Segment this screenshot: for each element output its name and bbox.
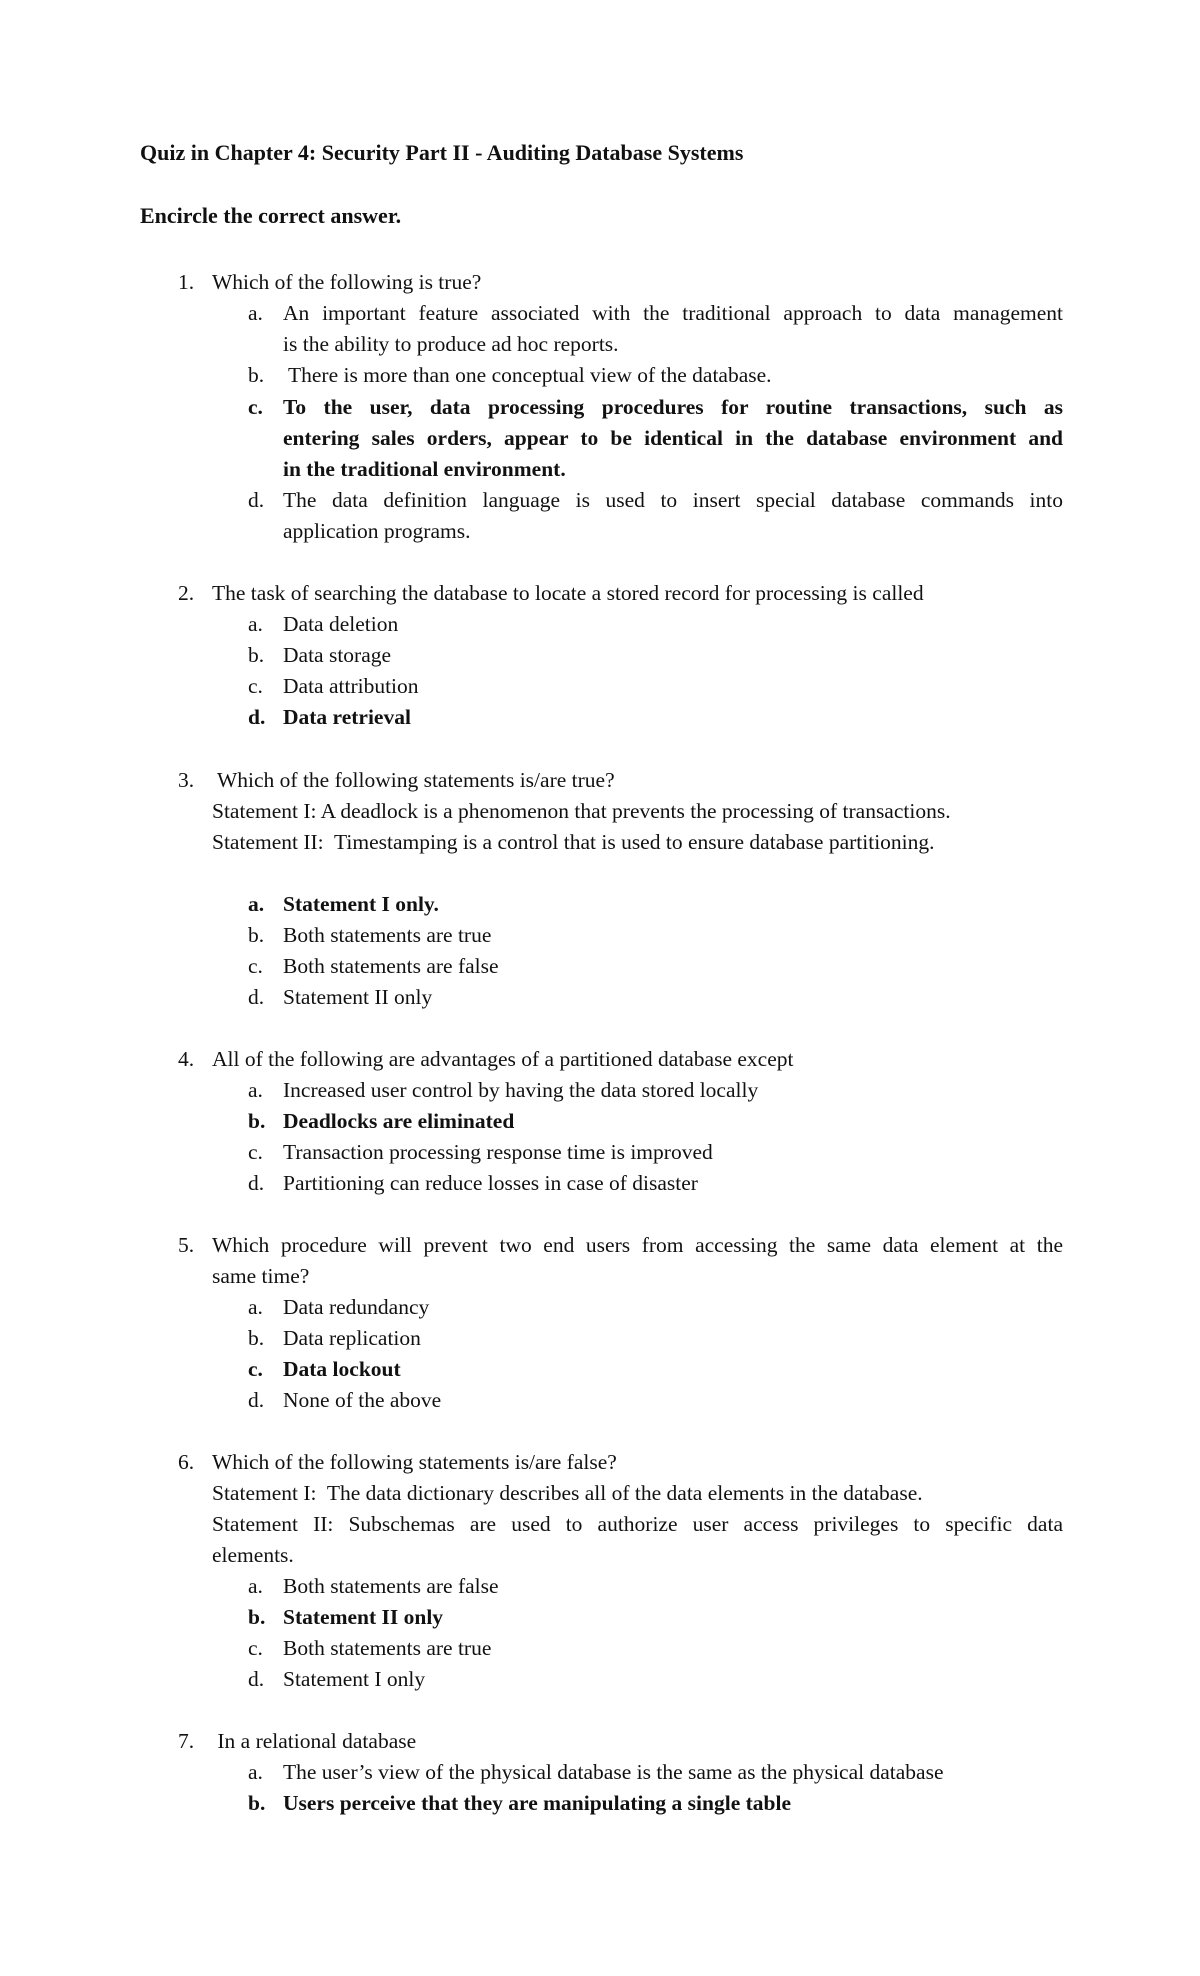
option-letter: c.	[248, 1636, 263, 1660]
question-number: 6.	[178, 1450, 195, 1474]
quiz-instruction: Encircle the correct answer.	[140, 203, 402, 228]
question-text: Which procedure will prevent two end users from accessing the same data element at the	[212, 1233, 1063, 1257]
option-text: An important feature associated with the traditional approach to data management	[283, 301, 1063, 325]
question-number: 1.	[178, 270, 195, 294]
option-text: Transaction processing response time is improved	[283, 1140, 713, 1164]
option-letter: b.	[248, 363, 265, 387]
option-text: Data storage	[283, 643, 392, 667]
option-letter: b.	[248, 643, 265, 667]
option-letter: b.	[248, 1326, 265, 1350]
question-text: elements.	[212, 1543, 294, 1567]
option-letter: a.	[248, 1078, 263, 1102]
question-number: 2.	[178, 581, 195, 605]
answer-text: Statement II only	[283, 1605, 444, 1629]
option-text: is the ability to produce ad hoc reports.	[283, 332, 619, 356]
answer-letter: b.	[248, 1605, 266, 1629]
question-text: Which of the following is true?	[212, 270, 482, 294]
option-letter: a.	[248, 1574, 263, 1598]
question-number: 7.	[178, 1729, 195, 1753]
answer-text: To the user, data processing procedures for routine transactions, such as	[283, 395, 1063, 419]
question-text: In a relational database	[212, 1729, 417, 1753]
question-text: Statement II: Timestamping is a control that is used to ensure database partitioning.	[212, 830, 935, 854]
question-text: Which of the following statements is/are false?	[212, 1450, 617, 1474]
option-text: Data attribution	[283, 674, 419, 698]
answer-text: Deadlocks are eliminated	[283, 1109, 515, 1133]
option-text: Data deletion	[283, 612, 399, 636]
option-letter: a.	[248, 301, 263, 325]
option-letter: d.	[248, 488, 265, 512]
option-letter: c.	[248, 674, 263, 698]
answer-letter: d.	[248, 705, 266, 729]
answer-text: in the traditional environment.	[283, 457, 566, 481]
answer-letter: c.	[248, 395, 263, 419]
answer-text: Statement I only.	[283, 892, 439, 916]
answer-letter: c.	[248, 1357, 263, 1381]
option-text: The data definition language is used to insert special database commands into	[283, 488, 1063, 512]
question-text: Which of the following statements is/are true?	[212, 768, 615, 792]
question-number: 4.	[178, 1047, 195, 1071]
option-text: application programs.	[283, 519, 471, 543]
question-text: same time?	[212, 1264, 310, 1288]
answer-text: entering sales orders, appear to be identical in the database environment and	[283, 426, 1063, 450]
answer-text: Data lockout	[283, 1357, 401, 1381]
option-text: None of the above	[283, 1388, 442, 1412]
option-text: Both statements are true	[283, 923, 492, 947]
question-text: Statement I: The data dictionary describes all of the data elements in the database.	[212, 1481, 923, 1505]
question-text: Statement I: A deadlock is a phenomenon that prevents the processing of transactions.	[212, 799, 951, 823]
question-number: 3.	[178, 768, 195, 792]
option-text: Statement II only	[283, 985, 433, 1009]
option-text: Both statements are true	[283, 1636, 492, 1660]
option-text: Statement I only	[283, 1667, 426, 1691]
quiz-title: Quiz in Chapter 4: Security Part II - Auditing Database Systems	[140, 140, 744, 165]
option-letter: d.	[248, 1171, 265, 1195]
option-text: Data redundancy	[283, 1295, 430, 1319]
option-letter: a.	[248, 612, 263, 636]
answer-letter: b.	[248, 1109, 266, 1133]
option-letter: d.	[248, 1667, 265, 1691]
option-letter: c.	[248, 954, 263, 978]
option-letter: a.	[248, 1295, 263, 1319]
answer-text: Users perceive that they are manipulating a single table	[283, 1791, 792, 1815]
question-text: All of the following are advantages of a partitioned database except	[212, 1047, 794, 1071]
option-letter: d.	[248, 985, 265, 1009]
option-letter: c.	[248, 1140, 263, 1164]
option-letter: b.	[248, 923, 265, 947]
option-text: There is more than one conceptual view of the database.	[283, 363, 772, 387]
answer-text: Data retrieval	[283, 705, 411, 729]
question-text: The task of searching the database to locate a stored record for processing is called	[212, 581, 924, 605]
question-text: Statement II: Subschemas are used to authorize user access privileges to specific data	[212, 1512, 1063, 1536]
answer-letter: b.	[248, 1791, 266, 1815]
option-text: Data replication	[283, 1326, 421, 1350]
option-text: The user’s view of the physical database is the same as the physical database	[283, 1760, 944, 1784]
option-text: Both statements are false	[283, 954, 499, 978]
option-text: Partitioning can reduce losses in case of disaster	[283, 1171, 698, 1195]
answer-letter: a.	[248, 892, 265, 916]
question-number: 5.	[178, 1233, 195, 1257]
option-text: Increased user control by having the data stored locally	[283, 1078, 759, 1102]
option-text: Both statements are false	[283, 1574, 499, 1598]
option-letter: d.	[248, 1388, 265, 1412]
option-letter: a.	[248, 1760, 263, 1784]
